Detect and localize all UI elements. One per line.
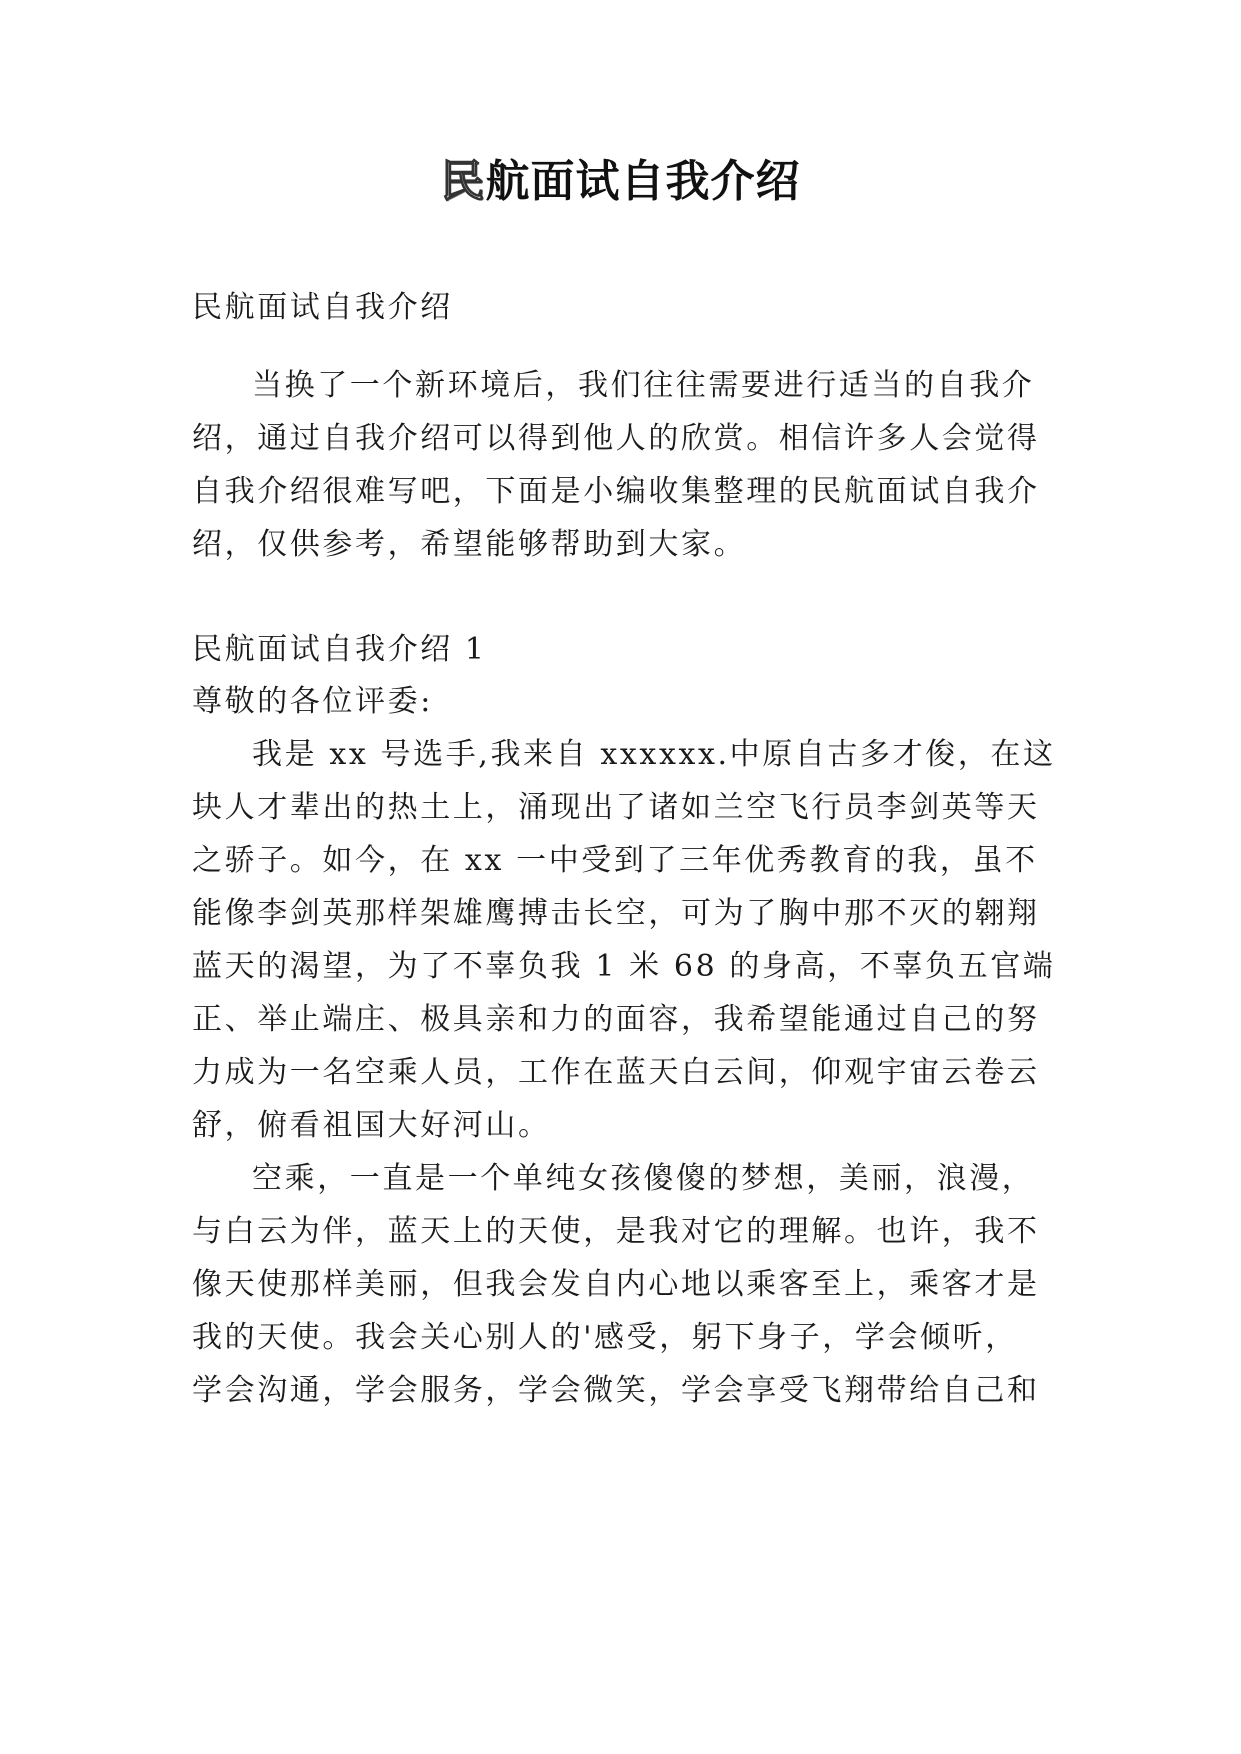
paragraph2-line: 学会沟通，学会服务，学会微笑，学会享受飞翔带给自己和 xyxy=(192,1373,1040,1408)
intro-line: 自我介绍很难写吧，下面是小编收集整理的民航面试自我介 xyxy=(192,474,1040,509)
paragraph2-line: 我的天使。我会关心别人的'感受，躬下身子，学会倾听， xyxy=(192,1320,1018,1355)
paragraph1-line: 块人才辈出的热土上，涌现出了诸如兰空飞行员李剑英等天 xyxy=(192,790,1040,825)
paragraph1-line: 能像李剑英那样架雄鹰搏击长空，可为了胸中那不灭的翱翔 xyxy=(192,896,1040,931)
paragraph2-line: 与白云为伴，蓝天上的天使，是我对它的理解。也许，我不 xyxy=(192,1214,1040,1249)
document-title-rest: 航面试自我介绍 xyxy=(485,156,801,207)
document-subtitle: 民航面试自我介绍 xyxy=(192,290,453,325)
paragraph1-line: 之骄子。如今，在 xx 一中受到了三年优秀教育的我，虽不 xyxy=(192,843,1038,878)
intro-line: 绍，通过自我介绍可以得到他人的欣赏。相信许多人会觉得 xyxy=(192,421,1040,456)
document-title-first-char: 民 xyxy=(440,156,486,207)
paragraph2-line: 像天使那样美丽，但我会发自内心地以乘客至上，乘客才是 xyxy=(192,1267,1040,1302)
paragraph1-line: 舒，俯看祖国大好河山。 xyxy=(192,1108,551,1143)
section-heading: 民航面试自我介绍 1 xyxy=(192,632,487,667)
salutation: 尊敬的各位评委: xyxy=(192,684,433,719)
intro-line: 当换了一个新环境后，我们往往需要进行适当的自我介 xyxy=(252,368,1035,403)
paragraph2-line: 空乘，一直是一个单纯女孩傻傻的梦想，美丽，浪漫， xyxy=(252,1161,1035,1196)
document-title xyxy=(0,152,1241,212)
paragraph1-line: 力成为一名空乘人员，工作在蓝天白云间，仰观宇宙云卷云 xyxy=(192,1055,1040,1090)
paragraph1-line: 正、举止端庄、极具亲和力的面容，我希望能通过自己的努 xyxy=(192,1002,1040,1037)
intro-line: 绍，仅供参考，希望能够帮助到大家。 xyxy=(192,527,747,562)
paragraph1-line: 我是 xx 号选手,我来自 xxxxxx.中原自古多才俊，在这 xyxy=(252,737,1056,772)
paragraph1-line: 蓝天的渴望，为了不辜负我 1 米 68 的身高，不辜负五官端 xyxy=(192,949,1056,984)
